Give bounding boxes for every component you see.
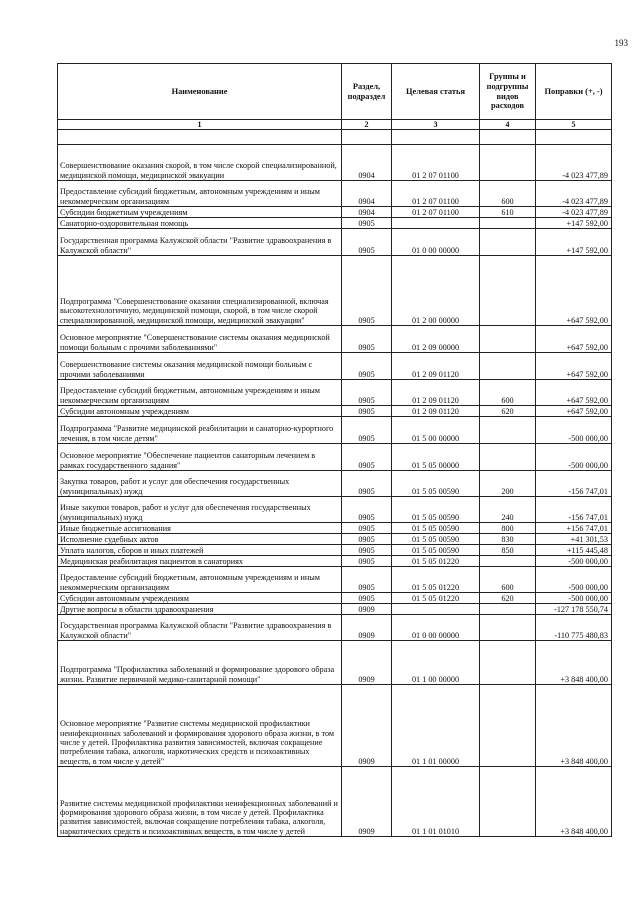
row-section: 0905 xyxy=(342,218,392,229)
row-section: 0905 xyxy=(342,256,392,326)
table-row xyxy=(58,545,612,556)
row-amount: +647 592,00 xyxy=(536,326,612,353)
table-row xyxy=(58,353,612,380)
row-name: Предоставление субсидий бюджетным, автономным учреждениям и иным некоммерческим организациям xyxy=(58,181,342,207)
budget-amendments-table xyxy=(57,63,612,837)
row-section: 0905 xyxy=(342,497,392,523)
table-row xyxy=(58,417,612,444)
row-section: 0904 xyxy=(342,207,392,218)
row-group xyxy=(480,641,536,685)
row-amount: +115 445,48 xyxy=(536,545,612,556)
row-amount: +3 848 400,00 xyxy=(536,641,612,685)
row-amount: +647 592,00 xyxy=(536,380,612,406)
table-row xyxy=(58,556,612,567)
row-section: 0905 xyxy=(342,229,392,256)
table-row xyxy=(58,444,612,471)
row-group xyxy=(480,615,536,641)
row-section: 0909 xyxy=(342,615,392,641)
row-amount: +147 592,00 xyxy=(536,218,612,229)
row-target: 01 1 00 00000 xyxy=(392,641,480,685)
table-row xyxy=(58,534,612,545)
row-group: 200 xyxy=(480,471,536,497)
row-target: 01 1 01 01010 xyxy=(392,767,480,837)
row-name: Подпрограмма "Развитие медицинской реабилитации и санаторно-курортного лечения, в том числе детям" xyxy=(58,417,342,444)
row-section: 0905 xyxy=(342,567,392,593)
row-name: Предоставление субсидий бюджетным, автономным учреждениям и иным некоммерческим организациям xyxy=(58,567,342,593)
row-group: 620 xyxy=(480,593,536,604)
row-name: Государственная программа Калужской области "Развитие здравоохранения в Калужской области" xyxy=(58,229,342,256)
column-index-row xyxy=(58,120,612,130)
row-amount: +647 592,00 xyxy=(536,256,612,326)
row-name: Развитие системы медицинской профилактики неинфекционных заболеваний и формирования здорового образа жизни, в том числе у детей. Профилактика развития зависимостей, включая сокращение потребления табака, алкоголя, наркотических средств и психоактивных веществ, в том числе у детей xyxy=(58,767,342,837)
row-amount: -500 000,00 xyxy=(536,417,612,444)
table-row xyxy=(58,380,612,406)
row-name: Основное мероприятие "Обеспечение пациентов санаторным лечением в рамках государственного задания" xyxy=(58,444,342,471)
row-target: 01 2 09 01120 xyxy=(392,406,480,417)
row-target: 01 2 09 00000 xyxy=(392,326,480,353)
header-section: Раздел, подраздел xyxy=(342,64,392,120)
row-group: 600 xyxy=(480,181,536,207)
row-section: 0909 xyxy=(342,767,392,837)
row-name: Подпрограмма "Профилактика заболеваний и формирование здорового образа жизни. Развитие первичной медико-санитарной помощи" xyxy=(58,641,342,685)
spacer-row xyxy=(58,130,612,145)
row-target: 01 5 00 00000 xyxy=(392,417,480,444)
table-row xyxy=(58,256,612,326)
header-target: Целевая статья xyxy=(392,64,480,120)
row-name: Совершенствование оказания скорой, в том числе скорой специализированной, медицинской помощи, медицинской эвакуации xyxy=(58,145,342,181)
table-row xyxy=(58,523,612,534)
row-group xyxy=(480,417,536,444)
row-amount: -4 023 477,89 xyxy=(536,207,612,218)
row-group xyxy=(480,556,536,567)
row-target: 01 2 07 01100 xyxy=(392,181,480,207)
row-target: 01 0 00 00000 xyxy=(392,229,480,256)
row-group xyxy=(480,256,536,326)
table-row xyxy=(58,615,612,641)
row-target: 01 0 00 00000 xyxy=(392,615,480,641)
table-row xyxy=(58,218,612,229)
row-target: 01 2 09 01120 xyxy=(392,353,480,380)
row-target: 01 1 01 00000 xyxy=(392,685,480,767)
row-section: 0905 xyxy=(342,353,392,380)
row-section: 0905 xyxy=(342,471,392,497)
col-index: 1 xyxy=(58,120,342,130)
row-target: 01 5 05 00590 xyxy=(392,497,480,523)
row-name: Совершенствование системы оказания медицинской помощи больным с прочими заболеваниями xyxy=(58,353,342,380)
row-group: 240 xyxy=(480,497,536,523)
row-name: Субсидии бюджетным учреждениям xyxy=(58,207,342,218)
row-amount: +3 848 400,00 xyxy=(536,767,612,837)
row-section: 0905 xyxy=(342,326,392,353)
row-name: Уплата налогов, сборов и иных платежей xyxy=(58,545,342,556)
header-amend: Поправки (+, -) xyxy=(536,64,612,120)
row-group xyxy=(480,353,536,380)
table-row xyxy=(58,567,612,593)
row-target: 01 2 00 00000 xyxy=(392,256,480,326)
row-target: 01 5 05 01220 xyxy=(392,567,480,593)
row-amount: +647 592,00 xyxy=(536,353,612,380)
col-index: 5 xyxy=(536,120,612,130)
row-group xyxy=(480,326,536,353)
table-row xyxy=(58,685,612,767)
row-name: Иные бюджетные ассигнования xyxy=(58,523,342,534)
row-target: 01 5 05 00590 xyxy=(392,471,480,497)
table-row xyxy=(58,145,612,181)
row-section: 0905 xyxy=(342,523,392,534)
row-target: 01 5 05 00590 xyxy=(392,523,480,534)
row-section: 0905 xyxy=(342,556,392,567)
row-section: 0905 xyxy=(342,545,392,556)
row-name: Основное мероприятие "Совершенствование системы оказания медицинской помощи больным с прочими заболеваниями" xyxy=(58,326,342,353)
header-name: Наименование xyxy=(58,64,342,120)
table-row xyxy=(58,326,612,353)
row-amount: -4 023 477,89 xyxy=(536,181,612,207)
row-group xyxy=(480,218,536,229)
row-group: 600 xyxy=(480,380,536,406)
row-amount: -110 775 480,83 xyxy=(536,615,612,641)
row-target: 01 2 07 01100 xyxy=(392,145,480,181)
row-section: 0905 xyxy=(342,444,392,471)
row-amount: -500 000,00 xyxy=(536,567,612,593)
table-row xyxy=(58,767,612,837)
row-section: 0905 xyxy=(342,406,392,417)
header-groups: Группы и подгруппы видов расходов xyxy=(480,64,536,120)
row-name: Другие вопросы в области здравоохранения xyxy=(58,604,342,615)
row-amount: -4 023 477,89 xyxy=(536,145,612,181)
row-group xyxy=(480,145,536,181)
row-target xyxy=(392,604,480,615)
table-row xyxy=(58,593,612,604)
row-section: 0904 xyxy=(342,145,392,181)
table-row xyxy=(58,406,612,417)
row-target: 01 2 07 01100 xyxy=(392,207,480,218)
row-section: 0905 xyxy=(342,534,392,545)
row-group: 830 xyxy=(480,534,536,545)
row-amount: -156 747,01 xyxy=(536,497,612,523)
row-group xyxy=(480,444,536,471)
row-name: Субсидии автономным учреждениям xyxy=(58,593,342,604)
row-amount: +156 747,01 xyxy=(536,523,612,534)
row-section: 0905 xyxy=(342,380,392,406)
row-group xyxy=(480,229,536,256)
row-name: Иные закупки товаров, работ и услуг для обеспечения государственных (муниципальных) нужд xyxy=(58,497,342,523)
row-name: Санаторно-оздоровительная помощь xyxy=(58,218,342,229)
row-amount: +647 592,00 xyxy=(536,406,612,417)
row-amount: -500 000,00 xyxy=(536,593,612,604)
row-group xyxy=(480,685,536,767)
table-row xyxy=(58,229,612,256)
row-name: Медицинская реабилитация пациентов в санаториях xyxy=(58,556,342,567)
row-group xyxy=(480,604,536,615)
row-amount: -127 178 550,74 xyxy=(536,604,612,615)
row-section: 0909 xyxy=(342,604,392,615)
table-row xyxy=(58,181,612,207)
row-name: Субсидии автономным учреждениям xyxy=(58,406,342,417)
row-name: Закупка товаров, работ и услуг для обеспечения государственных (муниципальных) нужд xyxy=(58,471,342,497)
row-name: Исполнение судебных актов xyxy=(58,534,342,545)
row-name: Государственная программа Калужской области "Развитие здравоохранения в Калужской области" xyxy=(58,615,342,641)
row-target xyxy=(392,218,480,229)
row-section: 0905 xyxy=(342,417,392,444)
row-target: 01 2 09 01120 xyxy=(392,380,480,406)
table-row xyxy=(58,641,612,685)
row-target: 01 5 05 01220 xyxy=(392,593,480,604)
row-group: 800 xyxy=(480,523,536,534)
row-name: Основное мероприятие "Развитие системы медицинской профилактики неинфекционных заболеваний и формирования здорового образа жизни, в том числе у детей. Профилактика развития зависимостей, включая сокращение потребления табака, алкоголя, наркотических средств и психоактивных веществ, в том числе у детей" xyxy=(58,685,342,767)
page-number: 193 xyxy=(614,38,628,48)
row-amount: -156 747,01 xyxy=(536,471,612,497)
col-index: 3 xyxy=(392,120,480,130)
row-group xyxy=(480,767,536,837)
table-row xyxy=(58,604,612,615)
row-amount: -500 000,00 xyxy=(536,444,612,471)
row-target: 01 5 05 00000 xyxy=(392,444,480,471)
row-name: Подпрограмма "Совершенствование оказания специализированной, включая высокотехнологичную, медицинской помощи, скорой, в том числе скорой специализированной, медицинской помощи, медицинской эвакуации" xyxy=(58,256,342,326)
row-section: 0909 xyxy=(342,685,392,767)
row-group: 610 xyxy=(480,207,536,218)
row-amount: +147 592,00 xyxy=(536,229,612,256)
col-index: 2 xyxy=(342,120,392,130)
table-row xyxy=(58,471,612,497)
row-group: 620 xyxy=(480,406,536,417)
row-section: 0904 xyxy=(342,181,392,207)
table-row xyxy=(58,207,612,218)
row-section: 0909 xyxy=(342,641,392,685)
row-name: Предоставление субсидий бюджетным, автономным учреждениям и иным некоммерческим организациям xyxy=(58,380,342,406)
row-target: 01 5 05 00590 xyxy=(392,545,480,556)
row-group: 850 xyxy=(480,545,536,556)
row-amount: +3 848 400,00 xyxy=(536,685,612,767)
row-target: 01 5 05 00590 xyxy=(392,534,480,545)
row-group: 600 xyxy=(480,567,536,593)
row-section: 0905 xyxy=(342,593,392,604)
table-row xyxy=(58,497,612,523)
col-index: 4 xyxy=(480,120,536,130)
row-target: 01 5 05 01220 xyxy=(392,556,480,567)
row-amount: -500 000,00 xyxy=(536,556,612,567)
row-amount: +41 301,53 xyxy=(536,534,612,545)
header-row xyxy=(58,64,612,120)
